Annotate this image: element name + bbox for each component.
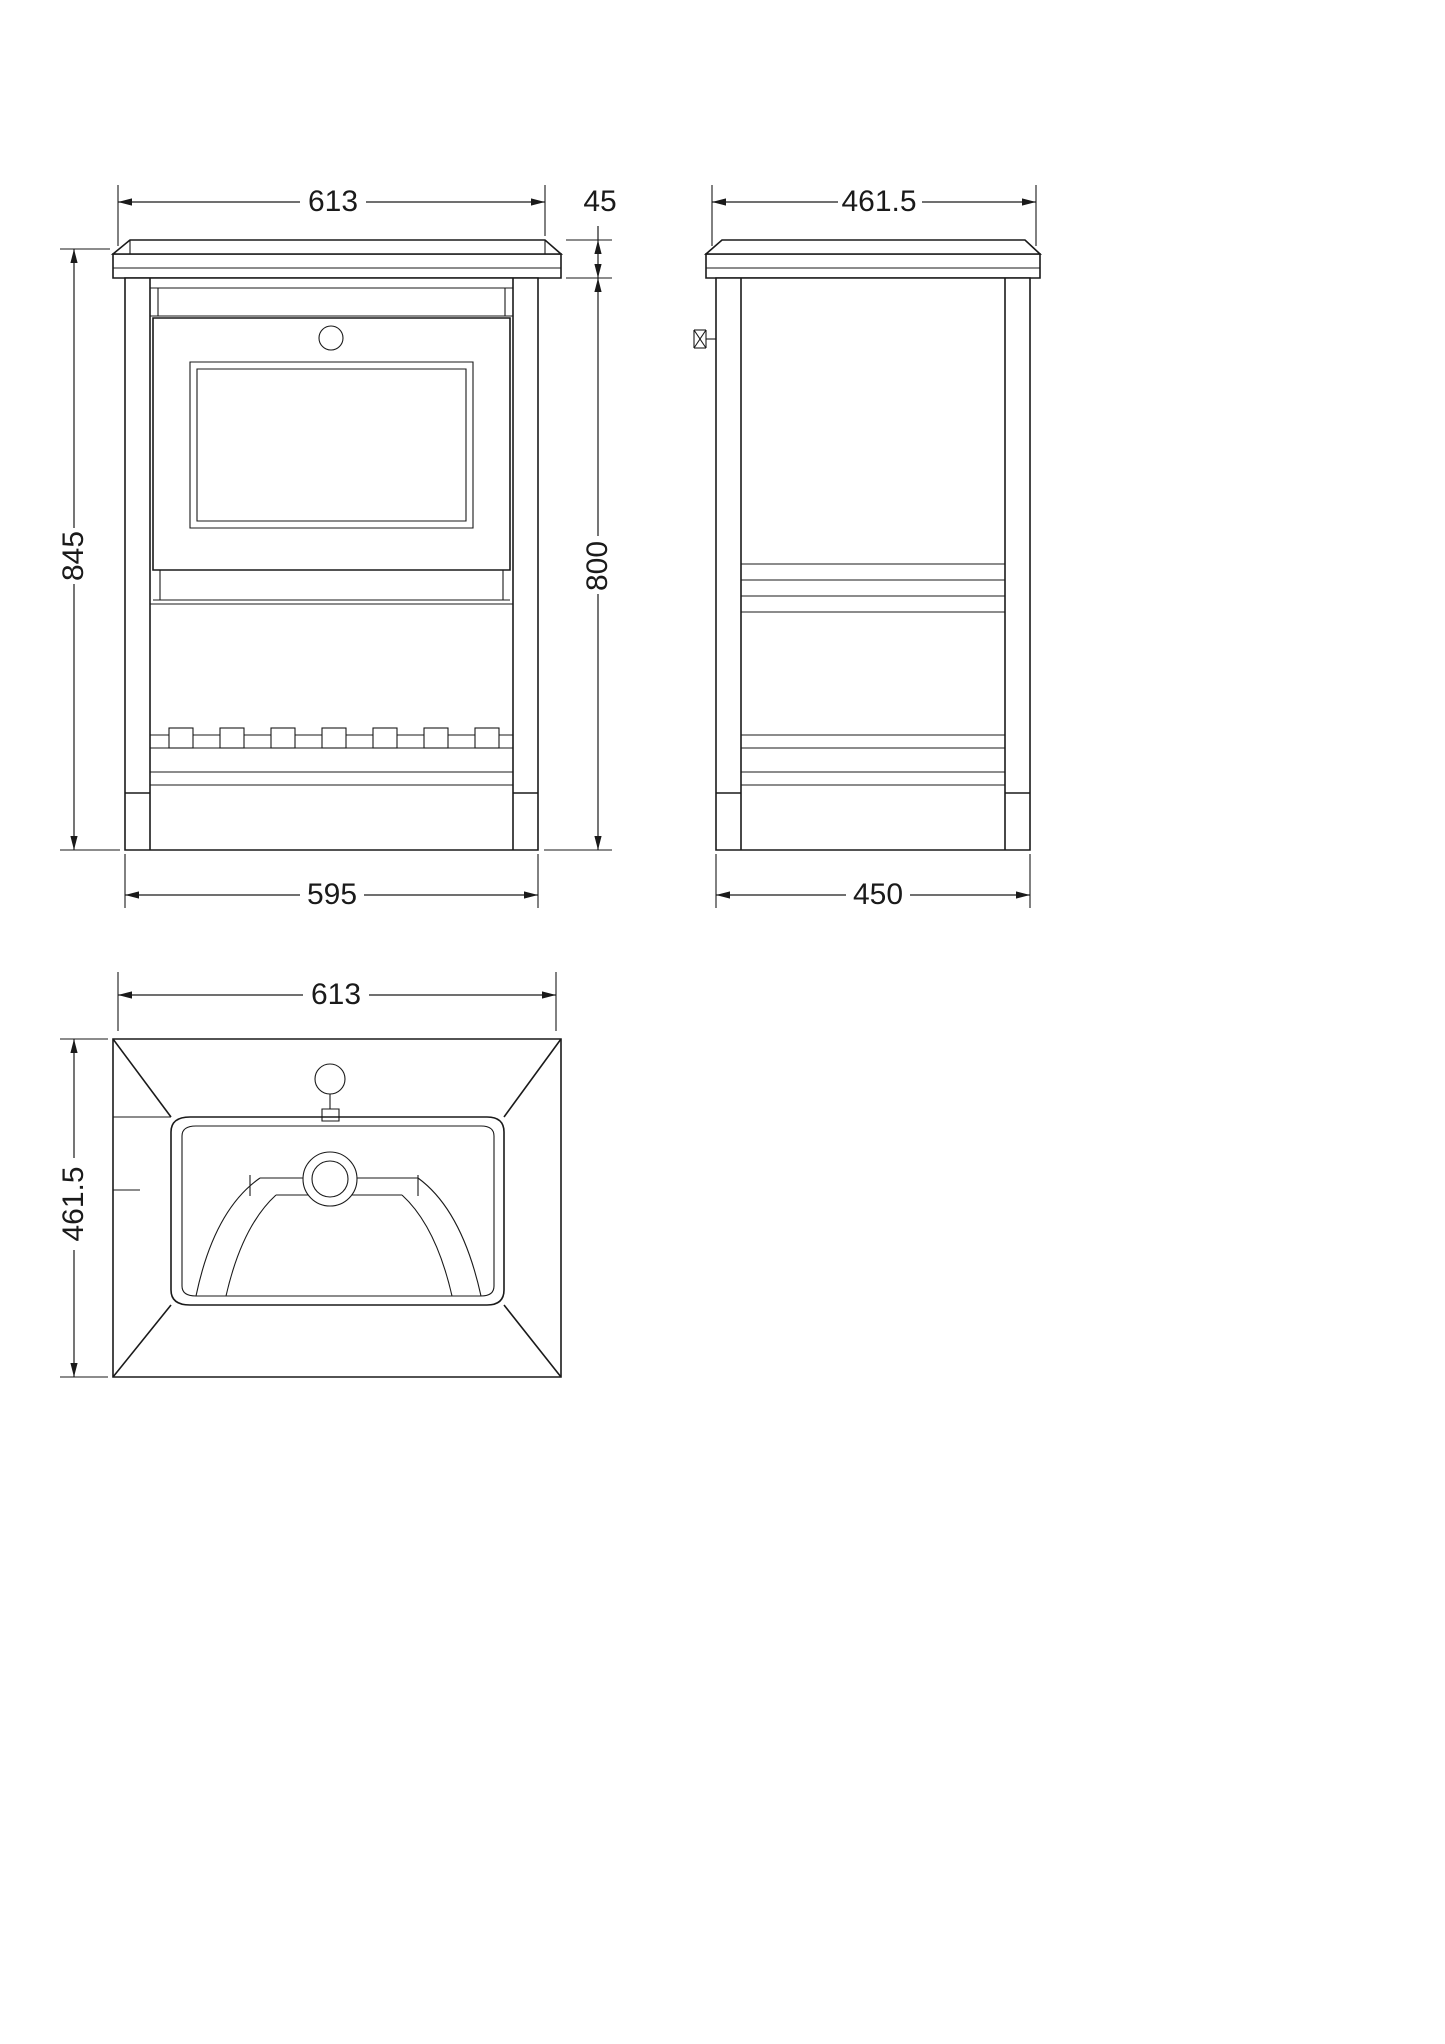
dim-label-front-total-height: 845 [56,530,90,582]
dim-label-front-width: 613 [307,184,359,218]
dim-label-front-cabinet-height: 800 [580,540,614,592]
dim-label-plan-depth: 461.5 [56,1166,90,1242]
dim-label-side-cabinet-depth: 450 [852,877,904,911]
dim-side-depth-450 [716,854,1030,911]
dim-label-plan-width: 613 [310,977,362,1011]
side-basin-slab [706,240,1040,278]
side-elevation-view [694,185,1040,911]
dim-front-width-613 [118,185,545,246]
dim-label-front-cabinet-width: 595 [306,877,358,911]
front-elevation-view [56,185,618,911]
dim-front-height-845 [56,249,120,850]
dim-front-width-595 [125,854,538,911]
plan-basin-bowl [171,1117,504,1305]
dim-front-height-800 [544,278,618,850]
plan-view [56,972,561,1377]
dim-side-depth-461-5 [712,185,1036,246]
front-basin-slab [113,240,561,278]
dim-front-basin-45 [566,185,618,278]
front-drawer [153,318,510,570]
dim-plan-depth-461-5 [56,1039,108,1377]
dim-label-front-basin-thickness: 45 [583,184,617,218]
dim-label-side-depth: 461.5 [841,184,917,218]
side-drawer-knob-icon [694,330,716,348]
dim-plan-width-613 [118,972,556,1031]
